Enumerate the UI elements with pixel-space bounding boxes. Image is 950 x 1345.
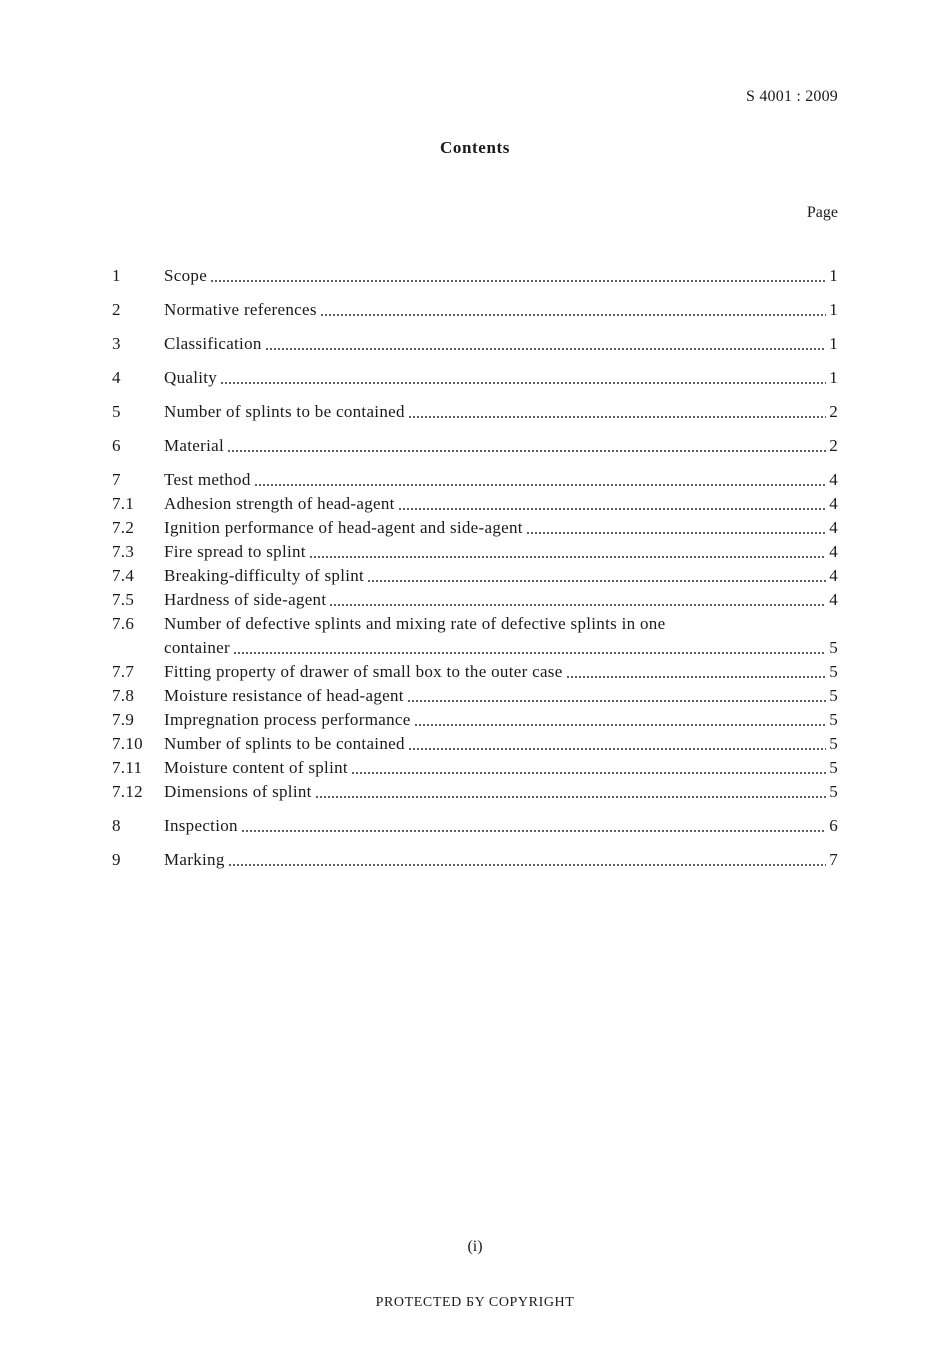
toc-title: Inspection (164, 816, 238, 835)
toc-page: 1 (829, 368, 838, 387)
toc-entry-7-8[interactable] (112, 684, 838, 708)
toc-number: 7.12 (112, 782, 143, 801)
toc-page: 4 (829, 518, 838, 537)
dot-leader (407, 700, 826, 702)
dot-leader (408, 416, 826, 418)
toc-entry-3[interactable] (112, 332, 838, 356)
dot-leader (315, 796, 827, 798)
page-column-label: Page (806, 204, 838, 221)
toc-number: 7.5 (112, 590, 135, 609)
toc-page: 4 (829, 590, 838, 609)
toc-page: 1 (829, 300, 838, 319)
page-title: Contents (440, 138, 510, 157)
toc-title: Marking (164, 850, 225, 869)
toc-title-continued: container (164, 638, 230, 657)
toc-entry-8[interactable] (112, 814, 838, 838)
toc-entry-1[interactable] (112, 264, 838, 288)
dot-leader (228, 864, 827, 866)
toc-entry-9[interactable] (112, 848, 838, 872)
toc-entry-7-10[interactable] (112, 732, 838, 756)
toc-number: 6 (112, 436, 121, 455)
toc-page: 2 (829, 436, 838, 455)
toc-page: 5 (829, 638, 838, 657)
toc-title: Number of splints to be contained (164, 402, 405, 421)
toc-title: Fitting property of drawer of small box to the outer case (164, 662, 563, 681)
toc-page: 4 (829, 542, 838, 561)
table-of-contents (112, 264, 838, 872)
toc-number: 3 (112, 334, 121, 353)
toc-title: Ignition performance of head-agent and side-agent (164, 518, 523, 537)
toc-number: 7.11 (112, 758, 143, 777)
dot-leader (398, 508, 826, 510)
dot-leader (227, 450, 826, 452)
toc-page: 5 (829, 782, 838, 801)
toc-entry-7-11[interactable] (112, 756, 838, 780)
toc-entry-6[interactable] (112, 434, 838, 458)
dot-leader (566, 676, 827, 678)
toc-number: 7 (112, 470, 121, 489)
toc-title: Dimensions of splint (164, 782, 312, 801)
toc-number: 7.7 (112, 662, 135, 681)
toc-title: Number of defective splints and mixing rate of defective splints in one (164, 614, 666, 633)
dot-leader (220, 382, 826, 384)
dot-leader (526, 532, 826, 534)
toc-entry-7-4[interactable] (112, 564, 838, 588)
toc-number: 7.1 (112, 494, 135, 513)
toc-entry-7-2[interactable] (112, 516, 838, 540)
toc-entry-5[interactable] (112, 400, 838, 424)
toc-number: 4 (112, 368, 121, 387)
toc-number: 9 (112, 850, 121, 869)
toc-title: Moisture content of splint (164, 758, 348, 777)
dot-leader (265, 348, 827, 350)
dot-leader (408, 748, 826, 750)
copyright-notice: PROTECTED БY COPYRIGHT (375, 1295, 575, 1310)
toc-number: 7.10 (112, 734, 143, 753)
toc-title: Number of splints to be contained (164, 734, 405, 753)
dot-leader (241, 830, 826, 832)
toc-entry-7-7[interactable] (112, 660, 838, 684)
toc-title: Breaking-difficulty of splint (164, 566, 365, 585)
toc-page: 5 (829, 662, 838, 681)
toc-number: 8 (112, 816, 121, 835)
toc-number: 7.4 (112, 566, 135, 585)
toc-page: 5 (829, 758, 838, 777)
toc-number: 7.8 (112, 686, 135, 705)
toc-number: 5 (112, 402, 121, 421)
toc-entry-7-6[interactable] (112, 612, 838, 636)
dot-leader (309, 556, 826, 558)
toc-title: Scope (164, 266, 208, 285)
toc-title: Quality (164, 368, 218, 387)
toc-title: Test method (164, 470, 251, 489)
toc-title: Hardness of side-agent (164, 590, 327, 609)
toc-title: Material (164, 436, 224, 455)
page-folio: (i) (467, 1238, 483, 1255)
toc-title: Classification (164, 334, 262, 353)
toc-number: 7.3 (112, 542, 135, 561)
dot-leader (210, 280, 826, 282)
toc-page: 6 (829, 816, 838, 835)
toc-number: 7.9 (112, 710, 135, 729)
toc-number: 2 (112, 300, 121, 319)
dot-leader (414, 724, 827, 726)
toc-entry-7-3[interactable] (112, 540, 838, 564)
toc-entry-7-6-continued[interactable] (112, 636, 838, 660)
toc-title: Impregnation process performance (164, 710, 411, 729)
toc-page: 4 (829, 470, 838, 489)
toc-page: 1 (829, 266, 838, 285)
toc-page: 7 (829, 850, 838, 869)
toc-entry-2[interactable] (112, 298, 838, 322)
toc-page: 1 (829, 334, 838, 353)
toc-page: 5 (829, 734, 838, 753)
toc-title: Adhesion strength of head-agent (164, 494, 395, 513)
toc-page: 4 (829, 566, 838, 585)
toc-entry-7-1[interactable] (112, 492, 838, 516)
toc-title: Normative references (164, 300, 317, 319)
toc-title: Fire spread to splint (164, 542, 306, 561)
dot-leader (233, 652, 826, 654)
toc-number: 1 (112, 266, 121, 285)
toc-number: 7.2 (112, 518, 135, 537)
toc-entry-7-9[interactable] (112, 708, 838, 732)
toc-entry-7[interactable] (112, 468, 838, 492)
toc-number: 7.6 (112, 614, 135, 633)
standard-number: S 4001 : 2009 (746, 88, 838, 105)
dot-leader (329, 604, 826, 606)
toc-entry-7-12[interactable] (112, 780, 838, 804)
toc-page: 5 (829, 686, 838, 705)
toc-entry-4[interactable] (112, 366, 838, 390)
dot-leader (351, 772, 826, 774)
toc-entry-7-5[interactable] (112, 588, 838, 612)
toc-title: Moisture resistance of head-agent (164, 686, 404, 705)
toc-page: 2 (829, 402, 838, 421)
dot-leader (367, 580, 826, 582)
dot-leader (254, 484, 827, 486)
dot-leader (320, 314, 826, 316)
toc-page: 4 (829, 494, 838, 513)
toc-page: 5 (829, 710, 838, 729)
